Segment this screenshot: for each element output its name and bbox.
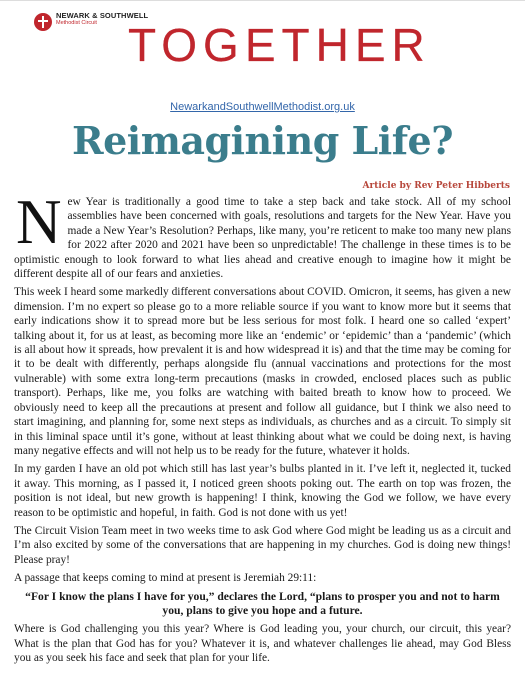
paragraph-vision-team: The Circuit Vision Team meet in two weeks time to ask God where God might be leading us as a circuit and I’m also excited by some of the conversations that are happening in my churches. God is doing new things! Please pray! — [14, 524, 511, 566]
paragraph-closing: Where is God challenging you this year? Where is God leading you, your church, our circuit, this year? What is the plan that God has for you? Whatever it is, and whatever challenges lie ahead, may God Bless you as you seek his face and seek that plan for your life. — [14, 623, 511, 665]
top-border — [0, 0, 525, 1]
paragraph-garden: In my garden I have an old pot which still has last year’s bulbs planted in it. I’ve left it, neglected it, tucked it away. This morning, as I passed it, I noticed green shoots poking out. The earth on top was frozen, the position is not ideal, but new growth is happening! I think, knowing the God we follow, we have every reason to be optimistic and hopeful, in faith. God is not done with us yet! — [14, 463, 511, 519]
newsletter-title: TOGETHER — [128, 19, 431, 71]
drop-cap: N — [16, 187, 62, 257]
website-link[interactable]: NewarkandSouthwellMethodist.org.uk — [170, 101, 355, 113]
logo-subtitle: Methodist Circuit — [56, 19, 97, 26]
article-headline: Reimagining Life? — [72, 118, 453, 163]
cross-logo-icon — [34, 13, 52, 31]
paragraph-covid: This week I heard some markedly different conversations about COVID. Omicron, it seems, has given a new dimension. I’m no expert so please go to a more reliable source if you want to know more but it seems that early indications show it to spread more but be less serious for most folk. I heard one so called ‘expert’ talking about it, for us at least, as becoming more like an ‘endemic’ or ‘epidemic’ than a ‘pandemic’ (which is all about how it spreads, how prevalent it is and how widespread it is) and that the time may be coming for it to be dealt with differently, perhaps alongside flu (annual vaccinations and protections for the most vulnerable) with some extra long-term precautions (masks in crowded, enclosed places such as public transport). Perhaps, like me, you folks are watching with baited breath to know how to proceed. We obviously need to keep all the precautions at present and follow all guidance, but I think we also need to start imagining, and planning for, some next steps as individuals, as churches and as a circuit. To simply sit in this liminal space until it’s gone, without at least thinking about what we could be doing next, is having many negative effects and will not help us to be ready for the future, whatever it holds. — [14, 286, 511, 457]
article-byline: Article by Rev Peter Hibberts — [362, 181, 510, 191]
logo-name: NEWARK & SOUTHWELL — [56, 11, 149, 20]
paragraph-passage-intro: A passage that keeps coming to mind at present is Jeremiah 29:11: — [14, 572, 317, 585]
paragraph-intro-text: ew Year is traditionally a good time to take a step back and take stock. All of my school assemblies have been concerned with goals, resolutions and targets for the New Year. Have you made a New Year’s Resolution? Perhaps, like many, you’re reticent to make too many new plans for 2022 after 2020 and 2021 have been so unpredictable! The challenge in these times is to be optimistic enough to look forward to what lies ahead and creative enough to imagine how it might be different despite all of our fears and anxieties. — [14, 196, 511, 281]
scripture-quote: “For I know the plans I have for you,” declares the Lord, “plans to prosper you and not to harm you, plans to give you hope and a future. — [25, 589, 500, 617]
paragraph-intro — [14, 187, 511, 281]
masthead — [10, 8, 515, 90]
article-body — [14, 187, 511, 670]
